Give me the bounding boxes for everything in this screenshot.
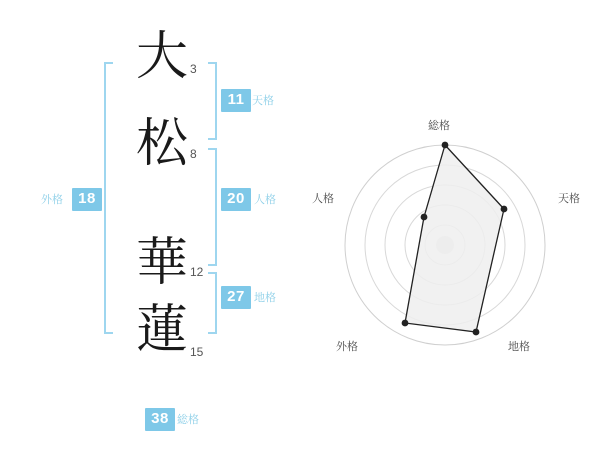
radar-axis-label-soukaku: 総格: [428, 120, 450, 132]
chikaku-value-badge: 27: [221, 286, 251, 309]
kanji-character: 蓮: [135, 302, 188, 359]
gaikaku-label: 外格: [41, 194, 63, 206]
radar-point-soukaku: [442, 142, 449, 149]
stroke-count: 8: [190, 147, 197, 161]
stroke-count: 3: [190, 62, 197, 76]
kanji-character: 大: [135, 29, 188, 86]
chikaku-label: 地格: [254, 292, 276, 304]
radar-point-gaikaku: [402, 320, 409, 327]
radar-chart-svg: [300, 110, 600, 400]
radar-polygon: [405, 145, 504, 332]
radar-point-tenkaku: [501, 206, 508, 213]
tenkaku-value-badge: 11: [221, 89, 251, 112]
tenkaku-bracket: [208, 62, 217, 140]
stroke-count: 15: [190, 345, 204, 359]
gaikaku-bracket: [104, 62, 113, 334]
kanji-character: 華: [135, 235, 188, 292]
radar-point-chikaku: [473, 329, 480, 336]
radar-axis-label-gaikaku: 外格: [336, 341, 358, 353]
soukaku-value-badge: 38: [145, 408, 175, 431]
radar-point-jinkaku: [421, 214, 428, 221]
kanji-character: 松: [135, 116, 188, 173]
stroke-count: 12: [190, 265, 204, 279]
jinkaku-bracket: [208, 148, 217, 266]
jinkaku-value-badge: 20: [221, 188, 251, 211]
soukaku-label: 総格: [177, 414, 199, 426]
jinkaku-label: 人格: [254, 194, 276, 206]
gaikaku-value-badge: 18: [72, 188, 102, 211]
radar-axis-label-jinkaku: 人格: [312, 193, 334, 205]
radar-axis-label-chikaku: 地格: [508, 341, 530, 353]
radar-series-kakusu: [402, 142, 508, 336]
chikaku-bracket: [208, 272, 217, 334]
radar-chart: [300, 110, 600, 400]
tenkaku-label: 天格: [252, 95, 274, 107]
radar-axis-label-tenkaku: 天格: [558, 193, 580, 205]
